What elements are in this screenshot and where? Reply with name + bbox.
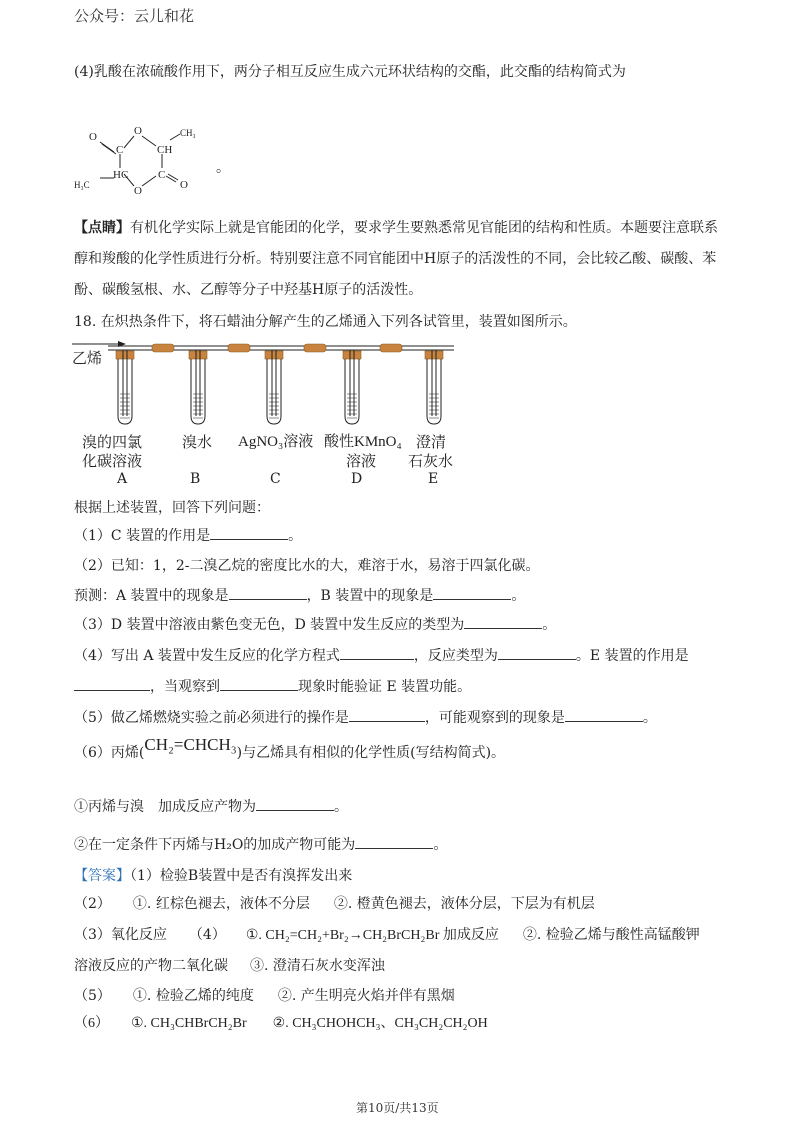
answer-5: （5） ①. 检验乙烯的纯度 ②. 产生明亮火焰并伴有黑烟 [74, 988, 455, 1004]
tube-b-letter: B [190, 471, 201, 487]
source-header: 公众号：云儿和花 [74, 7, 195, 25]
answer-blank[interactable] [210, 525, 288, 540]
answer-1: 【答案】（1）检验B装置中是否有溴挥发出来 [74, 868, 353, 884]
tube-a-letter: A [117, 471, 128, 487]
answer-blank[interactable] [340, 645, 414, 660]
tube-e-label-1: 澄清 [416, 433, 447, 451]
answer-3-4: （3）氧化反应 （4） ①. CH₂=CH₂+Br₂→CH₂BrCH₂Br 加成反应 ②. 检验乙烯与酸性高锰酸钾 [74, 927, 700, 943]
tube-d-label-2: 溶液 [346, 452, 377, 470]
answer-4-cont: 溶液反应的产物二氧化碳 ③. 澄清石灰水变浑浊 [74, 958, 385, 974]
q18-intro: 根据上述装置，回答下列问题： [74, 500, 270, 516]
tube-a-label-2: 化碳溶液 [82, 452, 143, 470]
o-right: O [180, 179, 188, 191]
q18-6: （6）丙烯(CH₂=CHCH₃)与乙烯具有相似的化学性质(写结构简式)。 [74, 735, 506, 761]
ch-upper: CH [157, 144, 173, 156]
answer-6: （6） ①. CH₃CHBrCH₂Br ②. CH₃CHOHCH₃、CH₃CH₂CH₂OH [74, 1016, 488, 1031]
q18-5: （5）做乙烯燃烧实验之前必须进行的操作是 ，可能观察到的现象是 。 [74, 707, 657, 728]
tube-d-letter: D [351, 471, 363, 487]
lactide-structure [72, 122, 222, 202]
hc-lower: HC [113, 169, 129, 181]
q18-6a: ①丙烯与溴 加成反应产物为 。 [74, 796, 348, 817]
answer-tag: 【答案】 [74, 868, 130, 884]
test-tube-c [265, 350, 283, 424]
c-lower: C [158, 169, 166, 181]
test-tube-b [189, 350, 207, 424]
inlet-label: 乙烯 [72, 349, 103, 367]
comment-line-1: 【点睛】有机化学实际上就是官能团的化学，要求学生要熟悉常见官能团的结构和性质。本题要注意联系 [74, 220, 718, 236]
tube-b-label-1: 溴水 [182, 433, 213, 451]
q18-stem: 18. 在炽热条件下，将石蜡油分解产生的乙烯通入下列各试管里，装置如图所示。 [74, 314, 577, 330]
answer-blank[interactable] [74, 676, 150, 691]
tube-e-letter: E [428, 471, 439, 487]
answer-blank[interactable] [565, 707, 643, 722]
comment-tag: 【点睛】 [74, 220, 130, 236]
test-tube-a [116, 350, 134, 424]
q18-predict: 预测：A 装置中的现象是 ，B 装置中的现象是 。 [74, 585, 525, 606]
c-upper: C [116, 144, 124, 156]
tube-c-letter: C [270, 471, 281, 487]
tube-e-label-2: 石灰水 [408, 452, 454, 470]
tube-c-label-1: AgNO₃溶液 [238, 434, 314, 450]
ch3-upper: CH₃ [180, 128, 196, 138]
q18-3: （3）D 装置中溶液由紫色变无色，D 装置中发生反应的类型为 。 [74, 614, 556, 635]
test-tube-d [343, 350, 361, 424]
answer-blank[interactable] [229, 585, 307, 600]
o-top: O [134, 125, 142, 137]
q18-1: （1）C 装置的作用是 。 [74, 525, 302, 546]
q18-6b: ②在一定条件下丙烯与H₂O的加成产物可能为 。 [74, 834, 447, 855]
q18-4: （4）写出 A 装置中发生反应的化学方程式 ，反应类型为 。E 装置的作用是 [74, 645, 689, 666]
answer-blank[interactable] [433, 585, 511, 600]
comment-line-3: 酚、碳酸氢根、水、乙醇等分子中羟基H原子的活泼性。 [74, 282, 423, 298]
answer-2: （2） ①. 红棕色褪去，液体不分层 ②. 橙黄色褪去，液体分层，下层为有机层 [74, 896, 595, 912]
answer-blank[interactable] [349, 707, 425, 722]
page-number: 第10页/共13页 [356, 1101, 439, 1115]
comment-line-2: 醇和羧酸的化学性质进行分析。特别要注意不同官能团中H原子的活泼性的不同，会比较乙酸、碳酸、苯 [74, 251, 717, 267]
part4-text: (4)乳酸在浓硫酸作用下，两分子相互反应生成六元环状结构的交酯，此交酯的结构简式为 [74, 64, 626, 80]
part4-period: 。 [216, 160, 230, 176]
o-left: O [89, 131, 97, 143]
q18-4-cont: ，当观察到 现象时能验证 E 装置功能。 [74, 676, 471, 697]
test-tube-e [425, 350, 443, 424]
answer-blank[interactable] [464, 614, 542, 629]
tube-a-label-1: 溴的四氯 [82, 433, 143, 451]
answer-blank[interactable] [256, 796, 334, 811]
answer-blank[interactable] [355, 834, 433, 849]
propene-formula: CH₂=CHCH₃ [144, 735, 237, 754]
answer-blank[interactable] [220, 676, 298, 691]
tube-d-label-1: 酸性KMnO₄ [324, 434, 402, 450]
o-bottom: O [134, 185, 142, 197]
answer-blank[interactable] [498, 645, 576, 660]
h3c-lower: H₃C [74, 180, 90, 190]
q18-2: （2）已知：1，2-二溴乙烷的密度比水的大，难溶于水，易溶于四氯化碳。 [74, 558, 540, 574]
